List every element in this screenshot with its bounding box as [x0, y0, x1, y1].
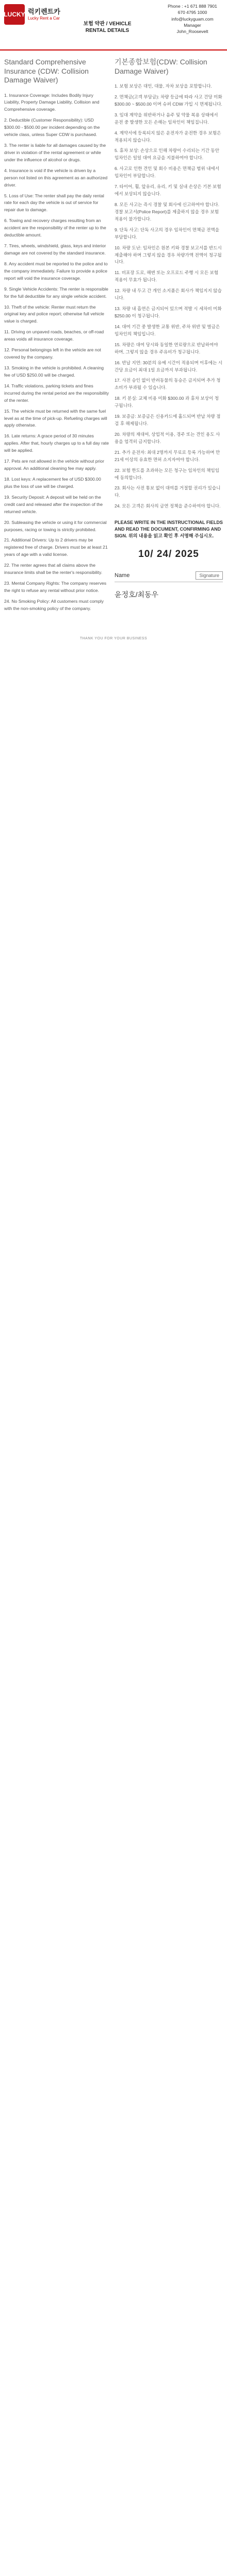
email-text[interactable]: info@luckyguam.com — [171, 16, 214, 22]
clause-item: 13. Smoking in the vehicle is prohibited. A cleaning fee of USD $250.00 will be charged. — [4, 365, 104, 378]
footer-text: THANK YOU FOR YOUR BUSINESS — [79, 636, 148, 640]
clause-item: 20. Subleasing the vehicle or using it for commercial purposes, racing or towing is strictly prohibited. — [4, 519, 107, 532]
logo-sub: Lucky Rent a Car — [28, 16, 60, 21]
agreement-date[interactable]: 10/ 24/ 2025 — [138, 549, 199, 560]
signer-name[interactable]: 윤정호/최동우 — [115, 590, 159, 599]
clause-item: 23. 회사는 사전 통보 없이 대여를 거절할 권리가 있습니다. — [115, 485, 221, 498]
clause-item: 21. Additional Drivers: Up to 2 drivers may be registered free of charge. Drivers must be at least 21 years of age with a valid license. — [4, 537, 108, 557]
clause-item: 12. 차량 내 두고 간 개인 소지품은 회사가 책임지지 않습니다. — [115, 288, 222, 301]
manager-name: John_Roosevelt — [176, 29, 208, 35]
clause-item: 22. 보험 한도를 초과하는 모든 청구는 임차인의 책임임에 동의합니다. — [115, 467, 219, 480]
clause-item: 24. No Smoking Policy: All customers must comply with the non-smoking policy of the company. — [4, 598, 104, 611]
english-title: Standard Comprehensive Insurance (CDW: Collision Damage Waiver) — [4, 58, 89, 84]
clause-item: 13. 차량 내 흡연은 금지되어 있으며 적발 시 세차비 미화 $250.00 이 청구됩니다. — [115, 306, 222, 318]
clause-item: 3. 임대 계약을 위반하거나 음주 및 약물 복용 상태에서 운전 중 발생한 모든 손해는 임차인이 책임집니다. — [115, 112, 218, 125]
clause-item: 23. Mental Company Rights: The company reserves the right to refuse any rental without prior notice. — [4, 581, 107, 593]
document-body — [0, 50, 227, 616]
clause-item: 10. Theft of the vehicle: Renter must return the original key and police report; otherwise full vehicle value is charged. — [4, 304, 104, 324]
clause-item: 17. 사전 승인 없이 반려동물의 동승은 금지되며 추가 청소비가 부과될 수 있습니다. — [115, 378, 221, 391]
phone-text: Phone : +1 671 888 7901 — [168, 4, 217, 9]
clause-item: 1. Insurance Coverage: Includes Bodily Injury Liability, Property Damage Liability, Collision and Comprehensive coverage. — [4, 92, 100, 112]
clause-item: 19. Security Deposit: A deposit will be held on the credit card and released after the inspection of the returned vehicle. — [4, 494, 103, 514]
clause-item: 8. 모든 사고는 즉시 경찰 및 회사에 신고하여야 합니다. 경찰 보고서(Police Report)를 제출하지 않을 경우 보험 적용이 불가합니다. — [115, 201, 219, 222]
name-signature-row — [115, 568, 223, 582]
clause-item: 7. 타이어, 휠, 앞유리, 유리, 키 및 실내 손상은 기본 보험에서 보상되지 않습니다. — [115, 184, 221, 197]
clause-item: 9. Single Vehicle Accidents: The renter is responsible for the full deductible for any single vehicle accident. — [4, 286, 108, 299]
clause-item: 11. Driving on unpaved roads, beaches, or off-road areas voids all insurance coverage. — [4, 329, 104, 342]
logo-mark: LUCKY — [4, 4, 25, 25]
clause-item: 18. Lost keys: A replacement fee of USD $300.00 plus the loss of use will be charged. — [4, 476, 101, 489]
logo-text — [28, 8, 60, 21]
clause-item: 20. 차량의 재대여, 상업적 이용, 경주 또는 견인 용도 사용을 엄격히 금지합니다. — [115, 431, 220, 444]
clause-item: 7. Tires, wheels, windshield, glass, keys and interior damage are not covered by the standard insurance. — [4, 243, 106, 256]
clause-item: 1. 보험 보상은 대인, 대물, 자차 보상을 포함합니다. — [115, 83, 212, 89]
clause-item: 5. 휴차 보상: 손상으로 인해 차량이 수리되는 기간 동안 임차인은 일일 대여 요금을 지불하여야 합니다. — [115, 148, 219, 161]
korean-title: 기본종합보험(CDW: Collision Damage Waiver) — [115, 58, 207, 75]
signature-box[interactable]: Signature — [196, 571, 223, 580]
clause-item: 17. Pets are not allowed in the vehicle without prior approval. An additional cleaning fee may apply. — [4, 459, 104, 471]
clause-item: 11. 비포장 도로, 해변 또는 오프로드 주행 시 모든 보험 적용이 무효가 됩니다. — [115, 270, 219, 283]
mobile-text: 670 4795 1000 — [177, 10, 207, 15]
name-label: Name — [115, 572, 130, 579]
clause-item: 16. 반납 지연: 30분의 유예 시간이 적용되며 이후에는 시간당 요금이 최대 1일 요금까지 부과됩니다. — [115, 360, 223, 372]
english-column — [4, 58, 109, 616]
clause-item: 2. Deductible (Customer Responsibility): USD $300.00 - $500.00 per incident depending on the vehicle class, unless Super CDW is purchased. — [4, 117, 100, 138]
clause-item: 15. The vehicle must be returned with the same fuel level as at the time of pick-up. Refueling charges will apply otherwise. — [4, 408, 107, 428]
clause-item: 2. 면책금(고객 부담금): 차량 등급에 따라 사고 건당 미화 $300.00 ~ $500.00 이며 슈퍼 CDW 가입 시 면제됩니다. — [115, 94, 222, 107]
clause-item: 12. Personal belongings left in the vehicle are not covered by the company. — [4, 347, 101, 360]
clause-item: 21. 추가 운전자: 최대 2명까지 무료로 등록 가능하며 만 21세 이상의 유효한 면허 소지자여야 합니다. — [115, 449, 220, 462]
korean-column — [115, 58, 223, 616]
clause-item: 8. Any accident must be reported to the police and to the company immediately. Failure to provide a police report will void the insurance coverage. — [4, 261, 108, 281]
clause-item: 4. Insurance is void if the vehicle is driven by a person not listed on this agreement as an authorized driver. — [4, 167, 108, 188]
clause-item: 16. Late returns: A grace period of 30 minutes applies. After that, hourly charges up to a full day rate will be applied. — [4, 433, 109, 453]
company-logo — [4, 3, 71, 26]
clause-item: 6. Towing and recovery charges resulting from an accident are the responsibility of the renter up to the deductible amount. — [4, 218, 106, 238]
clause-item: 24. 모든 고객은 회사의 금연 정책을 준수하여야 합니다. — [115, 503, 221, 509]
english-clauses — [4, 92, 109, 613]
clause-item: 5. Loss of Use: The renter shall pay the daily rental rate for each day the vehicle is out of service for repair due to damage. — [4, 193, 104, 213]
contact-info — [162, 3, 223, 35]
clause-item: 3. The renter is liable for all damages caused by the driver in violation of the rental agreement or while under the influence of alcohol or drugs. — [4, 143, 106, 162]
clause-item: 6. 사고로 인한 견인 및 회수 비용은 면책금 범위 내에서 임차인이 부담합니다. — [115, 166, 219, 179]
clause-item: 10. 차량 도난: 임차인은 원본 키와 경찰 보고서를 반드시 제출해야 하며 그렇지 않을 경우 차량가액 전액이 청구됩니다. — [115, 245, 222, 265]
document-header — [0, 0, 227, 50]
clause-item: 4. 계약서에 등록되지 않은 운전자가 운전한 경우 보험은 적용되지 않습니다. — [115, 130, 221, 143]
clause-item: 14. 대여 기간 중 발생한 교통 위반, 주차 위반 및 벌금은 임차인의 책임입니다. — [115, 324, 220, 336]
document-title: 보험 약관 / VEHICLE RENTAL DETAILS — [83, 21, 132, 33]
clause-item: 14. Traffic violations, parking tickets and fines incurred during the rental period are the responsibility of the renter. — [4, 383, 109, 403]
clause-item: 18. 키 분실: 교체 비용 미화 $300.00 과 휴차 보상이 청구됩니다. — [115, 396, 219, 409]
manager-label: Manager — [184, 22, 201, 28]
sign-notice: PLEASE WRITE IN THE INSTRUCTIONAL FIELDS AND READ THE DOCUMENT, CONFIRMING AND SIGN. 위의 내용을 읽고 확인 후 서명해 주십시오. — [115, 520, 223, 539]
logo-brand: 럭키렌트카 — [28, 8, 60, 16]
clause-item: 15. 차량은 대여 당시와 동일한 연료량으로 반납하여야 하며, 그렇지 않을 경우 주유비가 청구됩니다. — [115, 342, 218, 354]
clause-item: 19. 보증금: 보증금은 신용카드에 홀드되며 반납 차량 점검 후 해제됩니다. — [115, 414, 221, 427]
clause-item: 22. The renter agrees that all claims above the insurance limits shall be the renter's responsibility. — [4, 563, 103, 575]
korean-clauses — [115, 83, 223, 510]
clause-item: 9. 단독 사고: 단독 사고의 경우 임차인이 면책금 전액을 부담합니다. — [115, 227, 219, 240]
